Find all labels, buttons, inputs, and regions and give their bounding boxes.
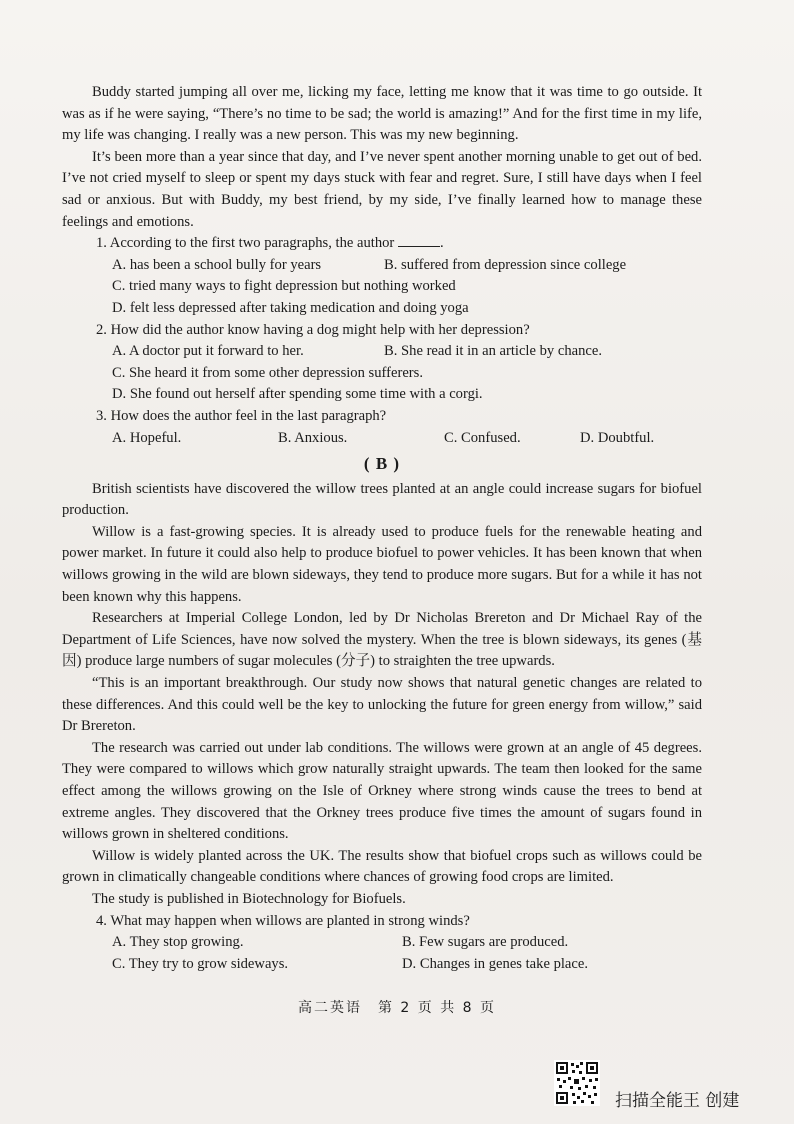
- passage-b-paragraph: The research was carried out under lab conditions. The willows were grown at an angle of 45 degrees. They were compared to willows which grow naturally straight upwards. The team then looked for the same effect among the willows growing on the Isle of Orkney where strong winds cause the trees to bend at extreme angles. They discovered that the Orkney trees produce five times the amount of sugars found in willows grown in sheltered conditions.: [62, 739, 702, 843]
- option: D. Doubtful.: [580, 429, 655, 446]
- options-row: [62, 255, 702, 277]
- question-stem: 1. According to the first two paragraphs, the author: [96, 235, 395, 252]
- passage-b-paragraph: Researchers at Imperial College London, led by Dr Nicholas Brereton and Dr Michael Ray of the Department of Life Sciences, have now solved the mystery. When the tree is blown sideways, its genes (基因) produce large numbers of sugar molecules (分子) to straighten the tree upwards.: [62, 610, 702, 670]
- option: A. They stop growing.: [112, 934, 244, 951]
- options-row: [62, 341, 702, 363]
- passage-b-paragraph: Willow is widely planted across the UK. The results show that biofuel crops such as willows could be grown in climatically changeable conditions where chances of growing food crops are limited.: [62, 847, 702, 886]
- option: D. She found out herself after spending some time with a corgi.: [112, 386, 483, 403]
- question-stem-end: .: [439, 235, 444, 252]
- passage-b-paragraph: British scientists have discovered the willow trees planted at an angle could increase sugars for biofuel production.: [62, 480, 702, 519]
- option: C. Confused.: [444, 429, 521, 446]
- section-b-title: ( B ): [363, 454, 401, 474]
- question-3: 3. How does the author feel in the last paragraph?: [96, 407, 387, 424]
- option: C. They try to grow sideways.: [112, 955, 289, 972]
- option: A. has been a school bully for years: [112, 256, 322, 273]
- answer-blank: [398, 234, 440, 247]
- passage-b-paragraph: Willow is a fast-growing species. It is already used to produce fuels for the renewable heating and power market. In future it could also help to produce biofuel to power vehicles. It has been known that when willows growing in the wild are blown sideways, they tend to produce more sugars. But for a while it has not been known why this happens.: [62, 523, 702, 605]
- option: B. suffered from depression since college: [384, 256, 627, 273]
- passage-b-paragraph: The study is published in Biotechnology for Biofuels.: [92, 890, 406, 907]
- qr-code-graphic: [554, 1060, 600, 1106]
- option: D. felt less depressed after taking medication and doing yoga: [112, 299, 469, 316]
- option: B. She read it in an article by chance.: [384, 343, 603, 360]
- options-row: [62, 428, 702, 450]
- question-2: 2. How did the author know having a dog might help with her depression?: [96, 321, 530, 338]
- passage-a-paragraph: Buddy started jumping all over me, licking my face, letting me know that it was time to go outside. It was as if he were saying, “There’s no time to be sad; the world is amazing!” And for the first time in my life, my life was changing. I really was a new person. This was my new beginning.: [62, 84, 702, 144]
- options-row: [62, 932, 702, 954]
- options-row: [62, 954, 702, 976]
- passage-b-paragraph: “This is an important breakthrough. Our study now shows that natural genetic changes are related to these differences. And this could well be the key to unlocking the future for green energy from willow,” said Dr Brereton.: [62, 675, 702, 735]
- question-1: [62, 233, 702, 255]
- option: C. tried many ways to fight depression but nothing worked: [112, 278, 456, 295]
- option: D. Changes in genes take place.: [402, 955, 589, 972]
- page-footer: 高二英语 第 2 页 共 8 页: [297, 1000, 497, 1016]
- option: A. Hopeful.: [112, 429, 182, 446]
- passage-a-paragraph: It’s been more than a year since that day, and I’ve never spent another morning unable to get out of bed. I’ve not cried myself to sleep or spent my days stuck with fear and regret. Sure, I still have days when I feel sad or anxious. But with Buddy, my best friend, by my side, I’ve finally learned how to manage these feelings and emotions.: [62, 148, 702, 230]
- exam-content: [62, 82, 702, 975]
- option: B. Anxious.: [278, 429, 348, 446]
- option: A. A doctor put it forward to her.: [112, 343, 304, 360]
- scanner-watermark-label: 扫描全能王 创建: [615, 1091, 740, 1111]
- qr-code-icon: [554, 1060, 600, 1106]
- option: C. She heard it from some other depression sufferers.: [112, 364, 423, 381]
- question-4: 4. What may happen when willows are planted in strong winds?: [96, 912, 470, 929]
- option: B. Few sugars are produced.: [402, 934, 569, 951]
